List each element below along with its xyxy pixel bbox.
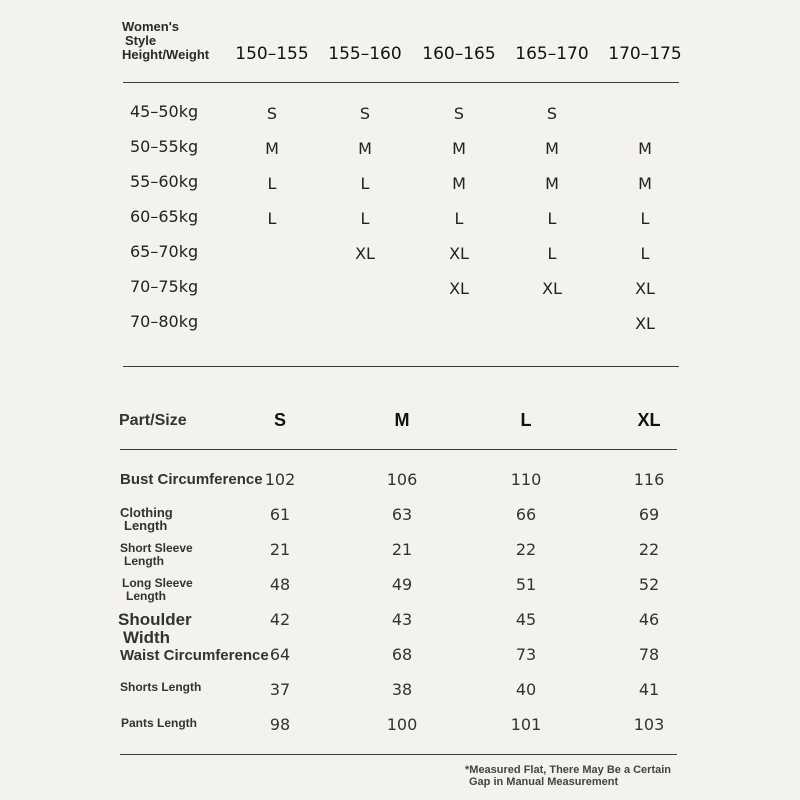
measurement-part-label [120,506,173,532]
part-label-line: Width [123,628,171,647]
part-label-line: Waist Circumference [120,647,269,664]
size-cell: L [454,209,464,228]
size-cell: S [266,104,278,123]
height-column-header: 155–160 [328,44,402,64]
size-cell: M [358,139,372,158]
measurement-note [465,764,671,788]
note-line-2: Gap in Manual Measurement [469,776,619,788]
size-cell: XL [635,279,655,298]
measurement-value: 116 [633,470,665,489]
measurement-value: 73 [515,645,537,664]
top-table-header-divider [123,82,679,83]
measurement-value: 21 [269,540,291,559]
height-weight-corner-label [122,20,209,62]
part-label-line: Length [126,589,166,603]
size-cell: XL [542,279,562,298]
size-cell: XL [449,279,469,298]
top-table-bottom-divider [123,366,679,367]
size-cell: L [267,209,277,228]
size-cell: L [547,244,557,263]
size-cell: L [640,209,650,228]
note-line-1: *Measured Flat, There May Be a Certain [465,764,672,776]
size-cell: XL [355,244,375,263]
corner-line-style: Style [125,33,157,48]
measurement-value: 22 [515,540,537,559]
size-cell: L [360,174,370,193]
weight-row-label: 65–70kg [130,242,199,261]
size-cell: L [547,209,557,228]
part-label-line: Long Sleeve [122,576,193,590]
weight-row-label: 45–50kg [130,102,199,121]
part-label-line: Short Sleeve [120,541,193,555]
corner-line-womens: Women's [122,19,180,34]
measurement-value: 63 [391,505,413,524]
bottom-table-bottom-divider [120,754,677,755]
weight-row-label: 55–60kg [130,172,199,191]
measurement-value: 101 [510,715,542,734]
measurement-value: 78 [638,645,660,664]
measurement-value: 41 [638,680,660,699]
measurement-value: 48 [269,575,291,594]
size-cell: S [359,104,371,123]
size-cell: M [638,139,652,158]
measurement-part-label [121,717,197,730]
weight-row-label: 50–55kg [130,137,199,156]
height-column-header: 160–165 [422,44,496,64]
measurement-value: 43 [391,610,413,629]
measurement-part-label [120,681,201,694]
measurement-value: 38 [391,680,413,699]
weight-row-label: 70–75kg [130,277,199,296]
measurement-value: 37 [269,680,291,699]
height-column-header: 150–155 [235,44,309,64]
height-column-header: 170–175 [608,44,682,64]
measurement-value: 69 [638,505,660,524]
measurement-value: 106 [386,470,418,489]
measurement-value: 66 [515,505,537,524]
measurement-value: 98 [269,715,291,734]
size-cell: L [267,174,277,193]
measurement-value: 68 [391,645,413,664]
measurement-value: 46 [638,610,660,629]
part-label-line: Clothing [120,505,173,520]
size-cell: M [452,174,466,193]
size-cell: M [452,139,466,158]
size-cell: L [360,209,370,228]
measurement-part-label [122,577,193,603]
height-column-header: 165–170 [515,44,589,64]
measurement-value: 103 [633,715,665,734]
measurement-value: 102 [264,470,296,489]
part-size-corner-label: Part/Size [119,412,187,429]
measurement-value: 100 [386,715,418,734]
part-label-line: Pants Length [121,716,198,730]
weight-row-label: 60–65kg [130,207,199,226]
measurement-value: 51 [515,575,537,594]
size-cell: M [545,174,559,193]
measurement-value: 42 [269,610,291,629]
measurement-part-label [120,648,269,664]
part-label-line: Length [124,554,164,568]
measurement-value: 52 [638,575,660,594]
corner-line-height-weight: Height/Weight [122,47,210,62]
measurement-value: 110 [510,470,542,489]
measurement-value: 22 [638,540,660,559]
size-cell: XL [449,244,469,263]
measurement-part-label [118,611,192,647]
measurement-part-label [120,472,263,488]
size-cell: M [265,139,279,158]
bottom-table-header-divider [120,449,677,450]
size-cell: M [638,174,652,193]
size-column-header: L [520,410,532,430]
weight-row-label: 70–80kg [130,312,199,331]
measurement-value: 49 [391,575,413,594]
size-column-header: XL [637,410,661,430]
part-label-line: Bust Circumference [120,471,263,488]
size-cell: L [640,244,650,263]
size-cell: XL [635,314,655,333]
measurement-value: 21 [391,540,413,559]
size-column-header: M [394,410,410,430]
measurement-value: 45 [515,610,537,629]
part-label-line: Shoulder [118,610,192,629]
measurement-value: 40 [515,680,537,699]
size-cell: S [453,104,465,123]
part-label-line: Shorts Length [120,680,202,694]
part-label-line: Length [124,518,168,533]
measurement-value: 64 [269,645,291,664]
size-cell: M [545,139,559,158]
measurement-part-label [120,542,193,568]
measurement-value: 61 [269,505,291,524]
size-column-header: S [273,410,286,430]
size-cell: S [546,104,558,123]
